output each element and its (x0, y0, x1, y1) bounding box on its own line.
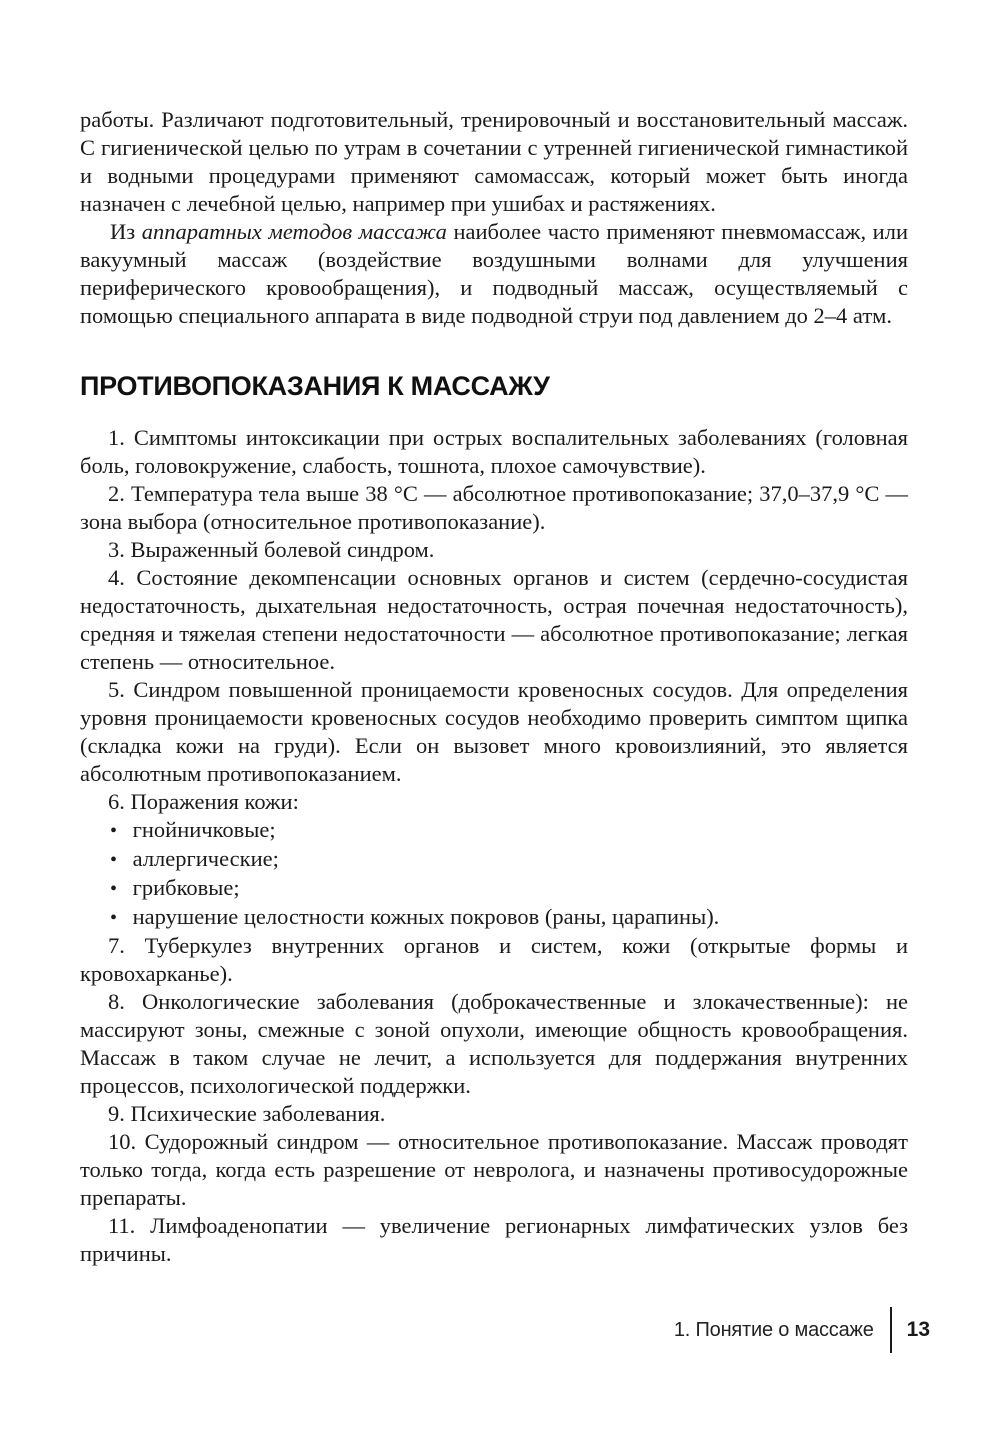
list-text: Симптомы интоксикации при острых воспалительных заболеваниях (головная боль, головокружение, слабость, тошнота, плохое самочувствие). (80, 425, 909, 478)
list-marker: 2. (108, 481, 125, 506)
list-item (80, 988, 908, 1100)
bullet-icon: • (110, 820, 118, 842)
list-item (80, 676, 908, 788)
running-head: 1. Понятие о массаже (673, 1318, 874, 1341)
list-text: Состояние декомпенсации основных органов и систем (сердечно-сосудистая недостаточность, дыхательная недостаточность, острая почечная недостаточность), средняя и тяжелая степени недостаточности — абсолютное противопоказание; легкая степень — относительное. (80, 565, 908, 674)
list-text: Выраженный болевой синдром. (130, 537, 435, 562)
list-item (80, 903, 908, 932)
list-item (80, 424, 908, 480)
list-text: Лимфоаденопатии — увеличение регионарных лимфатических узлов без причины. (80, 1213, 908, 1266)
list-text: Температура тела выше 38 °C — абсолютное противопоказание; 37,0–37,9 °C — зона выбора (относительное противопоказание). (80, 481, 908, 534)
list-item (80, 932, 908, 988)
list-marker: 5. (108, 677, 125, 702)
bullet-icon: • (110, 878, 118, 900)
list-marker: 4. (108, 565, 125, 590)
list-text: Синдром повышенной проницаемости кровеносных сосудов. Для определения уровня проницаемости кровеносных сосудов необходимо проверить симптом щипка (складка кожи на груди). Если он вызовет много кровоизлияний, это является абсолютным противопоказанием. (80, 677, 908, 786)
list-text: Психические заболевания. (130, 1101, 386, 1126)
list-text: Онкологические заболевания (доброкачественные и злокачественные): не массируют зоны, смежные с зоной опухоли, имеющие общность кровообращения. Массаж в таком случае не лечит, а используется для поддержания внутренних процессов, психологической поддержки. (80, 989, 908, 1098)
list-item (80, 1128, 908, 1212)
page-content (80, 106, 908, 1268)
section-heading: ПРОТИВОПОКАЗАНИЯ К МАССАЖУ (80, 371, 550, 401)
list-text: гнойничковые; (132, 817, 276, 842)
body-paragraph: работы. Различают подготовительный, тренировочный и восстановительный массаж. С гигиенической целью по утрам в сочетании с утренней гигиенической гимнастикой и водными процедурами применяют самомассаж, который может быть иногда назначен с лечебной целью, например при ушибах и растяжениях. (80, 107, 908, 216)
page-number: 13 (906, 1318, 930, 1341)
list-text: грибковые; (132, 875, 240, 900)
bullet-icon: • (110, 907, 118, 929)
list-item (80, 480, 908, 536)
list-marker: 1. (108, 425, 125, 450)
list-marker: 3. (108, 537, 125, 562)
list-item (80, 874, 908, 903)
paragraph-italic-text: аппаратных методов массажа (141, 219, 447, 244)
list-item (80, 1100, 908, 1128)
list-marker: 7. (108, 933, 125, 958)
list-marker: 6. (108, 789, 125, 814)
list-text: Судорожный синдром — относительное противопоказание. Массаж проводят только тогда, когда есть разрешение от невролога, и назначены противосудорожные препараты. (80, 1129, 908, 1210)
list-text: нарушение целостности кожных покровов (раны, царапины). (132, 904, 720, 929)
list-item (80, 845, 908, 874)
list-item (80, 788, 908, 816)
list-text: Туберкулез внутренних органов и систем, кожи (открытые формы и кровохарканье). (80, 933, 908, 986)
list-text: Поражения кожи: (130, 789, 299, 814)
list-item (80, 564, 908, 676)
list-text: аллергические; (132, 846, 279, 871)
body-paragraph (80, 218, 908, 330)
footer-divider (890, 1307, 892, 1353)
list-item (80, 1212, 908, 1268)
list-item (80, 536, 908, 564)
page-footer (674, 1306, 930, 1354)
list-item (80, 816, 908, 845)
bullet-icon: • (110, 849, 118, 871)
paragraph-text: Из (110, 219, 136, 244)
list-marker: 9. (108, 1101, 125, 1126)
list-marker: 11. (108, 1213, 136, 1238)
list-marker: 8. (108, 989, 125, 1014)
paragraph-text: наиболее часто применяют пневмомассаж, или вакуумный массаж (воздействие воздушными волнами для улучшения периферического кровообращения), и подводный массаж, осуществляемый с помощью специального аппарата в виде подводной струи под давлением до 2–4 атм. (80, 219, 908, 328)
list-marker: 10. (108, 1129, 137, 1154)
